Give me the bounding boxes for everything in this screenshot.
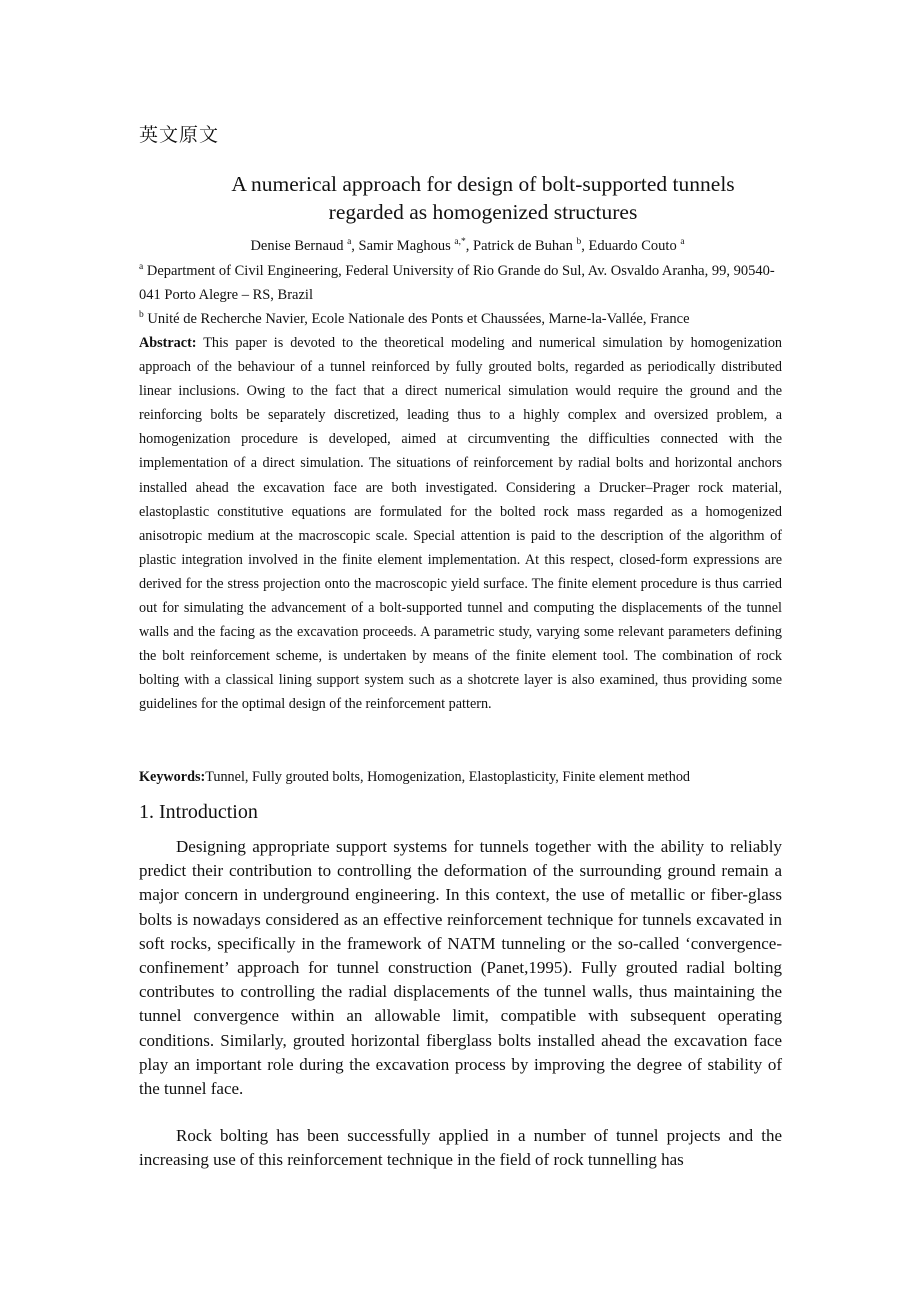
abstract-text: This paper is devoted to the theoretical modeling and numerical simulation by homogenization approach of the behaviour of a tunnel reinforced by fully grouted bolts, regarded as periodically distributed linear inclusions. Owing to the fact that a direct numerical simulation would require the ground and the reinforcing bolts be separately discretized, leading thus to a highly complex and oversized problem, a homogenization procedure is developed, aimed at circumventing the difficulties connected with the implementation of a direct simulation. The situations of reinforcement by radial bolts and horizontal anchors installed ahead the excavation face are both investigated. Considering a Drucker–Prager rock material, elastoplastic constitutive equations are formulated for the bolted rock mass regarded as a homogenized anisotropic medium at the macroscopic scale. Special attention is paid to the description of the algorithm of plastic integration involved in the finite element implementation. At this respect, closed-form expressions are derived for the stress projection onto the macroscopic yield surface. The finite element procedure is thus carried out for simulating the advancement of a bolt-supported tunnel and computing the displacements of the tunnel walls and the facing as the excavation proceeds. A parametric study, varying some relevant parameters defining the bolt reinforcement scheme, is undertaken by means of the finite element tool. The combination of rock bolting with a classical lining support system such as a shotcrete layer is also examined, thus providing some guidelines for the optimal design of the reinforcement pattern. [139, 335, 783, 713]
affiliation-mark: b [139, 310, 144, 321]
author-name: Denise Bernaud [250, 238, 344, 254]
author-name: Eduardo Couto [588, 238, 677, 254]
abstract-label: Abstract: [139, 335, 197, 351]
author-separator: , [465, 238, 473, 254]
keywords-label: Keywords: [139, 769, 206, 785]
abstract [139, 331, 782, 717]
author-name: Patrick de Buhan [473, 238, 573, 254]
author-affiliation-mark: a,* [454, 237, 466, 248]
paper-title-line-2: regarded as homogenized structures [328, 200, 638, 224]
keywords-text: Tunnel, Fully grouted bolts, Homogenization, Elastoplasticity, Finite element method [205, 769, 691, 785]
introduction-paragraph: Rock bolting has been successfully applied in a number of tunnel projects and the increasing use of this reinforcement technique in the field of rock tunnelling has [139, 1126, 782, 1170]
affiliation-a [139, 259, 782, 307]
affiliation-text: Department of Civil Engineering, Federal University of Rio Grande do Sul, Av. Osvaldo Aranha, 99, 90540-041 Porto Alegre – RS, Brazil [139, 263, 775, 303]
introduction-heading: 1. Introduction [139, 801, 258, 823]
paper-title [139, 170, 827, 226]
keywords [139, 765, 799, 789]
author-separator: , [581, 238, 589, 254]
author-separator: , [351, 238, 359, 254]
affiliation-mark: a [139, 262, 144, 273]
introduction-paragraph: Designing appropriate support systems for tunnels together with the ability to reliably predict their contribution to controlling the deformation of the surrounding ground remain a major concern in underground engineering. In this context, the use of metallic or fiber-glass bolts is nowadays considered as an effective reinforcement technique for tunnels excavated in soft rocks, specifically in the framework of NATM tunneling or the so-called ‘convergence-confinement’ approach for tunnel construction (Panet,1995). Fully grouted radial bolting contributes to controlling the radial displacements of the tunnel walls, thus maintaining the tunnel convergence within an allowable limit, compatible with subsequent operating conditions. Similarly, grouted horizontal fiberglass bolts installed ahead the excavation face play an important role during the excavation process by improving the degree of stability of the tunnel face. [139, 837, 782, 1099]
affiliation-b [139, 307, 782, 331]
author-affiliation-mark: a [680, 237, 685, 248]
author-name: Samir Maghous [358, 238, 451, 254]
affiliation-text: Unité de Recherche Navier, Ecole Nationale des Ponts et Chaussées, Marne-la-Vallée, France [147, 311, 690, 327]
section-label: 英文原文 [139, 124, 220, 146]
author-list [139, 236, 782, 256]
author-affiliation-mark: a [347, 237, 352, 248]
paper-title-line-1: A numerical approach for design of bolt-supported tunnels [231, 172, 735, 196]
author-affiliation-mark: b [576, 237, 582, 248]
